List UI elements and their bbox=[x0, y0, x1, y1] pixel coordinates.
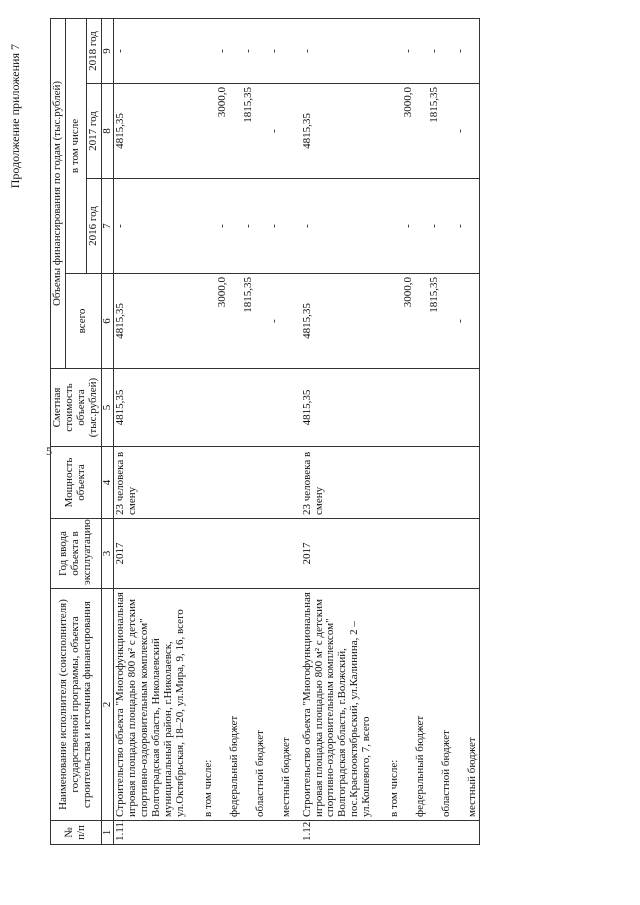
header-name: Наименование исполнителя (соисполнителя) государственной программы, объекта строительства и источника финансирования bbox=[51, 589, 102, 821]
column-number: 5 bbox=[101, 369, 114, 447]
header-capacity: Мощность объекта bbox=[51, 447, 102, 519]
column-number: 6 bbox=[101, 274, 114, 369]
source-row bbox=[242, 18, 268, 844]
object-row bbox=[114, 18, 188, 844]
object-cost: 4815,35 bbox=[114, 369, 188, 447]
column-number: 1 bbox=[101, 821, 114, 845]
header-2016: 2016 год bbox=[86, 179, 101, 274]
source-name: местный бюджет bbox=[454, 589, 480, 821]
source-2018: - bbox=[428, 18, 454, 83]
source-2017: 1815,35 bbox=[242, 84, 268, 179]
source-2017: 1815,35 bbox=[428, 84, 454, 179]
object-num: 1.12. bbox=[294, 821, 374, 845]
column-number: 7 bbox=[101, 179, 114, 274]
source-2018: - bbox=[268, 18, 294, 83]
header-including: в том числе bbox=[65, 18, 86, 273]
object-2016: - bbox=[114, 179, 188, 274]
including-label: в том числе: bbox=[188, 589, 216, 821]
table-header bbox=[51, 18, 114, 844]
object-total: 4815,35 bbox=[114, 274, 188, 369]
object-2018: - bbox=[294, 18, 374, 83]
financing-table bbox=[50, 18, 480, 845]
source-2017: 3000,0 bbox=[216, 84, 242, 179]
including-label: в том числе: bbox=[374, 589, 402, 821]
source-2018: - bbox=[216, 18, 242, 83]
object-2018: - bbox=[114, 18, 188, 83]
header-year: Год ввода объекта в эксплуатацию bbox=[51, 519, 102, 589]
object-2017: 4815,35 bbox=[294, 84, 374, 179]
source-2016: - bbox=[402, 179, 428, 274]
source-name: местный бюджет bbox=[268, 589, 294, 821]
source-name: областной бюджет bbox=[242, 589, 268, 821]
source-2016: - bbox=[216, 179, 242, 274]
column-number: 9 bbox=[101, 18, 114, 83]
object-year: 2017 bbox=[294, 519, 374, 589]
source-total: 3000,0 bbox=[216, 274, 242, 369]
header-funding: Объемы финансирования по годам (тыс.рублей) bbox=[51, 18, 66, 368]
object-capacity: 23 человека в смену bbox=[294, 447, 374, 519]
object-cost: 4815,35 bbox=[294, 369, 374, 447]
table-body bbox=[114, 18, 480, 844]
including-row bbox=[188, 18, 216, 844]
object-name: Строительство объекта "Многофункциональная игровая площадка площадью 800 м² с детским спортивно-оздоровительным комплексом" Волгоградская область, Николаевский муниципальный район, г.Николаевск, ул.Октябрьская, 18–20, ул.Мира, 9, 16, всего bbox=[114, 589, 188, 821]
source-name: федеральный бюджет bbox=[402, 589, 428, 821]
object-name: Строительство объекта "Многофункциональная игровая площадка площадью 800 м² с детским спортивно-оздоровительным комплексом" Волгоградская область, г.Волжский, пос.Краснооктябрьский, ул.Калинина, 2 – ул.Кошевого, 7, всего bbox=[294, 589, 374, 821]
source-name: федеральный бюджет bbox=[216, 589, 242, 821]
source-row bbox=[268, 18, 294, 844]
object-total: 4815,35 bbox=[294, 274, 374, 369]
column-number: 3 bbox=[101, 519, 114, 589]
page-number: 5 bbox=[46, 444, 52, 458]
object-2017: 4815,35 bbox=[114, 84, 188, 179]
source-total: - bbox=[268, 274, 294, 369]
column-number: 2 bbox=[101, 589, 114, 821]
column-number: 4 bbox=[101, 447, 114, 519]
header-cost: Сметная стоимость объекта (тыс.рублей) bbox=[51, 369, 102, 447]
source-row bbox=[216, 18, 242, 844]
header-total: всего bbox=[65, 274, 101, 369]
object-row bbox=[294, 18, 374, 844]
source-2018: - bbox=[242, 18, 268, 83]
source-2016: - bbox=[454, 179, 480, 274]
source-2018: - bbox=[402, 18, 428, 83]
source-total: 3000,0 bbox=[402, 274, 428, 369]
header-2018: 2018 год bbox=[86, 18, 101, 83]
source-2016: - bbox=[242, 179, 268, 274]
source-row bbox=[454, 18, 480, 844]
including-row bbox=[374, 18, 402, 844]
source-total: - bbox=[454, 274, 480, 369]
source-row bbox=[402, 18, 428, 844]
source-row bbox=[428, 18, 454, 844]
source-2017: - bbox=[268, 84, 294, 179]
source-total: 1815,35 bbox=[242, 274, 268, 369]
header-num: № п/п bbox=[51, 821, 102, 845]
source-2017: - bbox=[454, 84, 480, 179]
source-total: 1815,35 bbox=[428, 274, 454, 369]
source-name: областной бюджет bbox=[428, 589, 454, 821]
object-capacity: 23 человека в смену bbox=[114, 447, 188, 519]
source-2016: - bbox=[428, 179, 454, 274]
column-number-row bbox=[101, 18, 114, 844]
appendix-caption: Продолжение приложения 7 bbox=[8, 44, 22, 189]
object-2016: - bbox=[294, 179, 374, 274]
object-year: 2017 bbox=[114, 519, 188, 589]
object-num: 1.11. bbox=[114, 821, 188, 845]
source-2016: - bbox=[268, 179, 294, 274]
source-2018: - bbox=[454, 18, 480, 83]
column-number: 8 bbox=[101, 84, 114, 179]
header-2017: 2017 год bbox=[86, 84, 101, 179]
source-2017: 3000,0 bbox=[402, 84, 428, 179]
